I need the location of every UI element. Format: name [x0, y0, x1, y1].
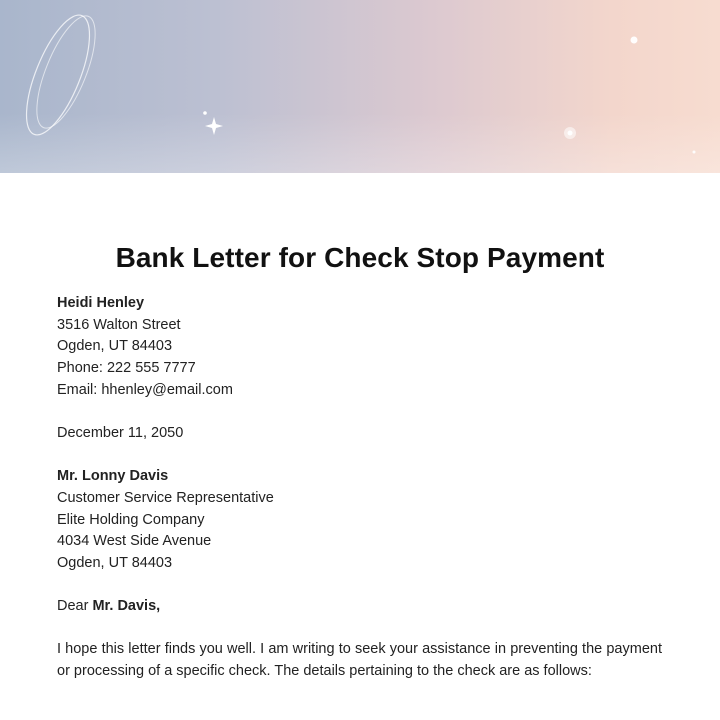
ring-outline-icon	[25, 9, 107, 135]
recipient-position: Customer Service Representative	[57, 489, 274, 506]
letter-date: December 11, 2050	[57, 425, 184, 442]
sparkle-glow-icon	[564, 127, 576, 139]
banner-decoration	[0, 0, 720, 173]
sparkle-icon	[205, 117, 223, 135]
sender-email-label: Email:	[57, 381, 98, 398]
document-title: Bank Letter for Check Stop Payment	[115, 242, 605, 273]
header-banner	[0, 0, 720, 173]
sparkle-dot-icon	[693, 151, 696, 154]
sender-email-value: hhenley@email.com	[97, 381, 233, 398]
sparkle-dot-icon	[631, 37, 638, 44]
letter-body	[57, 293, 662, 683]
recipient-company: Elite Holding Company	[57, 511, 205, 528]
sender-email	[57, 380, 662, 402]
sender-phone: Phone: 222 555 7777	[57, 360, 196, 377]
sender-street: 3516 Walton Street	[57, 316, 181, 333]
spacer	[57, 618, 662, 640]
sparkle-dot-icon	[203, 111, 207, 115]
spacer	[57, 445, 662, 467]
salutation-prefix: Dear	[57, 598, 93, 615]
spacer	[57, 575, 662, 597]
recipient-name: Mr. Lonny Davis	[57, 468, 169, 485]
sender-city: Ogden, UT 84403	[57, 338, 173, 355]
recipient-street: 4034 West Side Avenue	[57, 533, 212, 550]
salutation-name: Mr. Davis,	[92, 598, 161, 615]
sparkle-dot-icon	[568, 131, 573, 136]
salutation	[57, 596, 662, 618]
ring-outline-icon	[14, 7, 103, 142]
body-paragraph: I hope this letter finds you well. I am writing to seek your assistance in preventing the payment or processing of a specific check. The details pertaining to the check are as follows:	[57, 641, 662, 680]
sender-name: Heidi Henley	[57, 295, 145, 311]
recipient-city: Ogden, UT 84403	[57, 555, 173, 572]
spacer	[57, 402, 662, 424]
